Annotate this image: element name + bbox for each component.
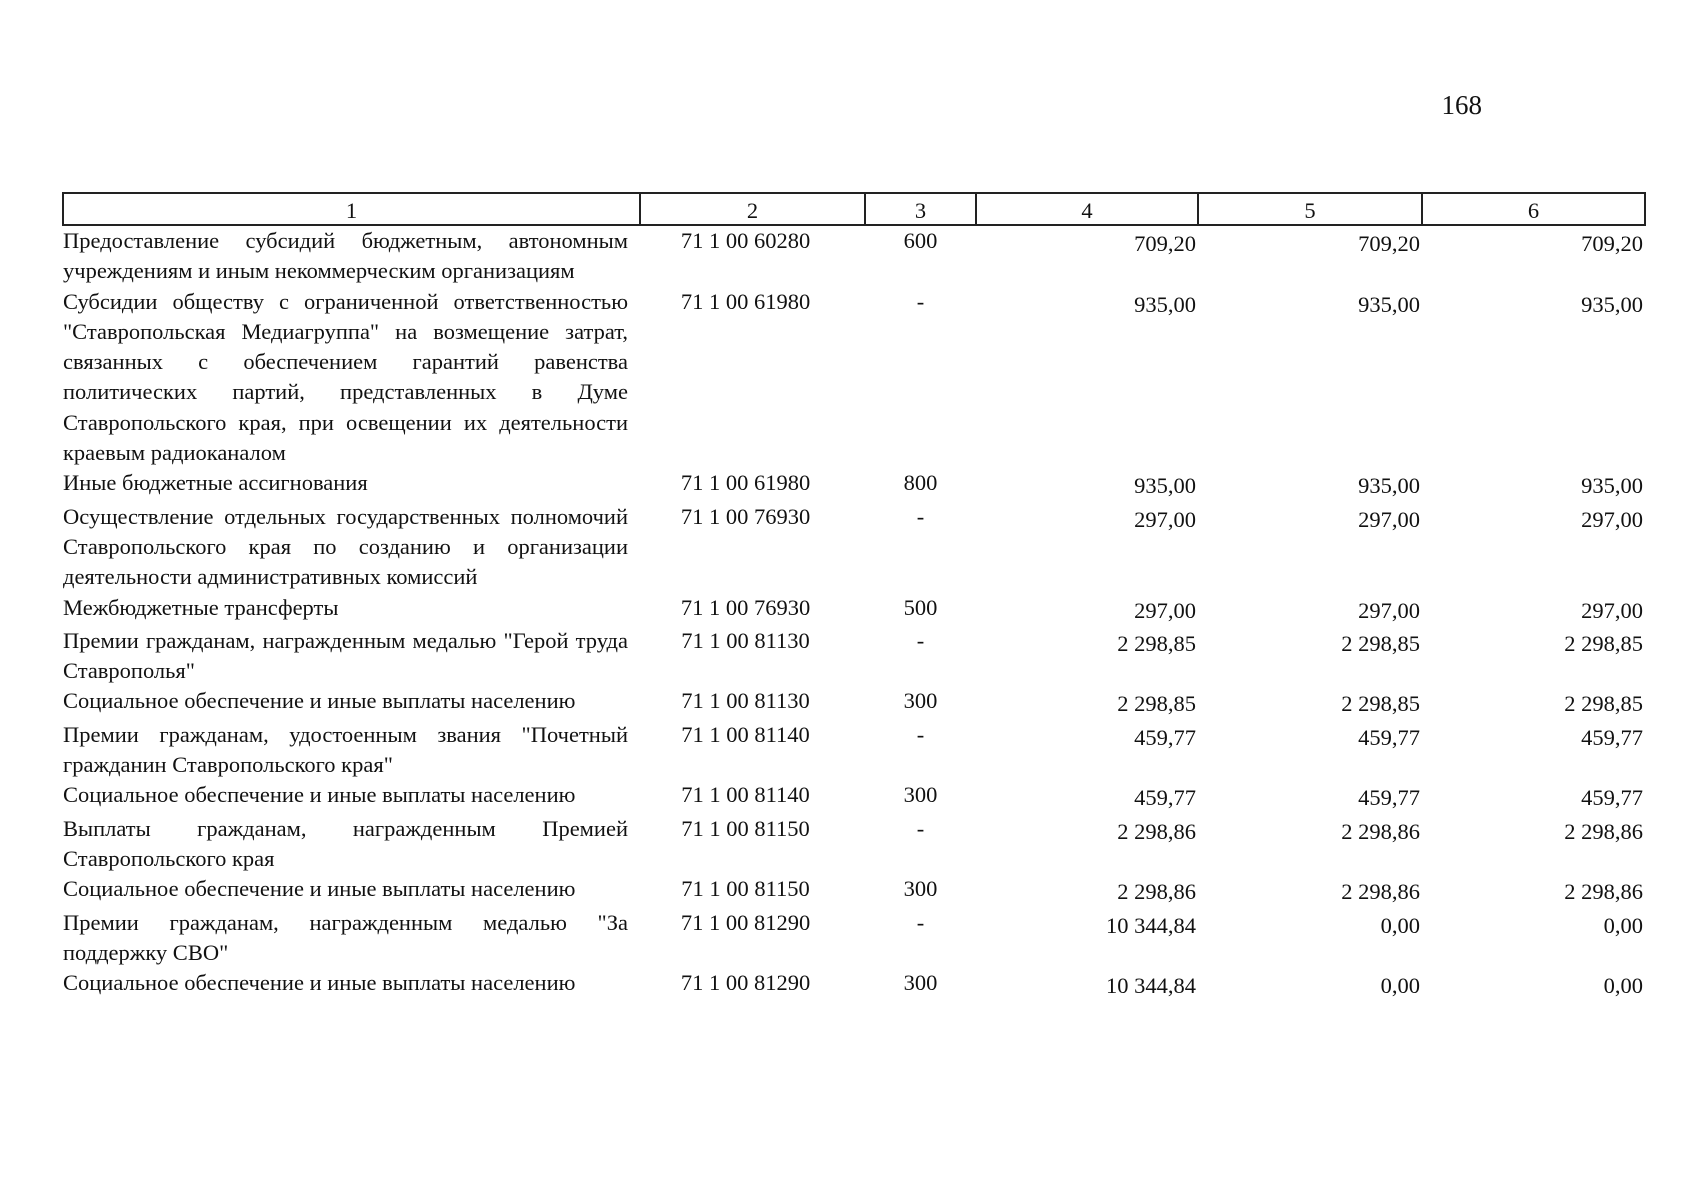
header-row (63, 193, 1645, 225)
header-col-5: 5 (1198, 193, 1422, 225)
row-value-4: 709,20 (1134, 231, 1196, 256)
row-name: Премии гражданам, удостоенным звания "Почетный гражданин Ставропольского края" (63, 721, 628, 778)
row-code: 71 1 00 81290 (680, 970, 811, 996)
table-row (63, 225, 1645, 287)
row-code: 71 1 00 61980 (680, 288, 811, 314)
row-value-4: 2 298,85 (1117, 630, 1196, 656)
row-value-4: 459,77 (1134, 724, 1196, 750)
row-value-6: 935,00 (1581, 473, 1643, 499)
row-value-5: 935,00 (1358, 291, 1420, 317)
row-value-4: 10 344,84 (1106, 973, 1196, 999)
table-row (63, 908, 1645, 969)
row-value-5: 2 298,86 (1341, 818, 1420, 844)
header-col-4: 4 (976, 193, 1198, 225)
row-code: 71 1 00 76930 (680, 594, 811, 620)
row-value-5: 459,77 (1358, 724, 1420, 750)
row-type: - (916, 627, 925, 653)
table-row (63, 468, 1645, 501)
row-name: Премии гражданам, награжденным медалью "За поддержку СВО" (63, 909, 628, 965)
table-row (63, 780, 1645, 813)
header-col-6: 6 (1422, 193, 1645, 225)
header-col-2: 2 (640, 193, 865, 225)
row-value-4: 297,00 (1134, 506, 1196, 532)
row-value-5: 2 298,85 (1341, 691, 1420, 717)
header-col-3: 3 (865, 193, 976, 225)
row-code: 71 1 00 61980 (680, 470, 811, 496)
row-type: - (916, 815, 925, 841)
row-name: Социальное обеспечение и иные выплаты населению (63, 688, 576, 714)
row-name: Социальное обеспечение и иные выплаты населению (63, 876, 576, 902)
row-value-4: 2 298,86 (1117, 879, 1196, 905)
row-value-4: 2 298,86 (1117, 818, 1196, 844)
row-value-4: 10 344,84 (1106, 912, 1196, 938)
header-col-1: 1 (63, 193, 640, 225)
row-value-6: 2 298,86 (1564, 879, 1643, 905)
row-value-5: 459,77 (1358, 785, 1420, 811)
row-type: 300 (903, 876, 938, 902)
table-row (63, 287, 1645, 469)
row-type: 300 (903, 970, 938, 996)
row-value-4: 297,00 (1134, 597, 1196, 623)
row-value-6: 297,00 (1581, 506, 1643, 532)
row-value-4: 935,00 (1134, 473, 1196, 499)
row-type: 300 (903, 688, 938, 714)
page-number: 168 (1441, 90, 1482, 120)
row-value-5: 297,00 (1358, 506, 1420, 532)
row-code: 71 1 00 60280 (680, 228, 811, 253)
row-value-5: 0,00 (1380, 912, 1420, 938)
row-value-6: 2 298,85 (1564, 691, 1643, 717)
row-code: 71 1 00 81130 (681, 688, 810, 714)
row-type: 600 (903, 228, 938, 253)
budget-table (62, 192, 1646, 1001)
row-value-5: 2 298,86 (1341, 879, 1420, 905)
row-value-4: 459,77 (1134, 785, 1196, 811)
row-type: 800 (903, 470, 938, 496)
row-name: Выплаты гражданам, награжденным Премией Ставропольского края (63, 815, 628, 871)
row-value-6: 297,00 (1581, 597, 1643, 623)
row-value-6: 2 298,85 (1564, 630, 1643, 656)
row-code: 71 1 00 81140 (681, 782, 810, 808)
table-body (63, 225, 1645, 1001)
row-value-5: 935,00 (1358, 473, 1420, 499)
row-name: Межбюджетные трансферты (63, 594, 339, 620)
row-type: 500 (903, 594, 938, 620)
row-value-6: 2 298,86 (1564, 818, 1643, 844)
row-value-4: 2 298,85 (1117, 691, 1196, 717)
row-type: - (916, 288, 925, 314)
row-value-6: 0,00 (1603, 912, 1643, 938)
table-row (63, 502, 1645, 593)
row-name: Социальное обеспечение и иные выплаты населению (63, 782, 576, 808)
row-value-6: 459,77 (1581, 724, 1643, 750)
row-name: Осуществление отдельных государственных полномочий Ставропольского края по созданию и организации деятельности административных комиссий (63, 503, 628, 590)
table-row (63, 593, 1645, 626)
table-row (63, 686, 1645, 719)
row-type: - (916, 503, 925, 529)
row-code: 71 1 00 81150 (681, 876, 810, 902)
row-value-6: 935,00 (1581, 291, 1643, 317)
row-name: Иные бюджетные ассигнования (63, 470, 368, 496)
row-type: 300 (903, 782, 938, 808)
row-code: 71 1 00 76930 (680, 503, 811, 529)
row-name: Субсидии обществу с ограниченной ответственностью "Ставропольская Медиагруппа" на возмещение затрат, связанных с обеспечением гарантий равенства политических партий, представленных в Думе Ставропольского края, при освещении их деятельности краевым радиоканалом (63, 288, 628, 466)
row-type: - (916, 909, 925, 935)
table-header (63, 193, 1645, 225)
row-name: Социальное обеспечение и иные выплаты населению (63, 970, 576, 996)
row-type: - (916, 721, 925, 747)
row-value-6: 459,77 (1581, 785, 1643, 811)
row-name: Предоставление субсидий бюджетным, автономным учреждениям и иным некоммерческим организациям (63, 228, 628, 284)
row-value-5: 0,00 (1380, 973, 1420, 999)
row-value-6: 0,00 (1603, 973, 1643, 999)
row-code: 71 1 00 81150 (681, 815, 810, 841)
row-code: 71 1 00 81140 (681, 721, 810, 747)
row-value-6: 709,20 (1581, 231, 1643, 256)
row-code: 71 1 00 81290 (680, 909, 811, 935)
table-row (63, 720, 1645, 781)
table-row (63, 626, 1645, 687)
table-row (63, 968, 1645, 1001)
row-value-5: 709,20 (1358, 231, 1420, 256)
table-row (63, 814, 1645, 875)
row-code: 71 1 00 81130 (681, 627, 810, 653)
row-value-4: 935,00 (1134, 291, 1196, 317)
table-row (63, 874, 1645, 907)
row-value-5: 2 298,85 (1341, 630, 1420, 656)
row-name: Премии гражданам, награжденным медалью "Герой труда Ставрополья" (63, 627, 628, 684)
row-value-5: 297,00 (1358, 597, 1420, 623)
